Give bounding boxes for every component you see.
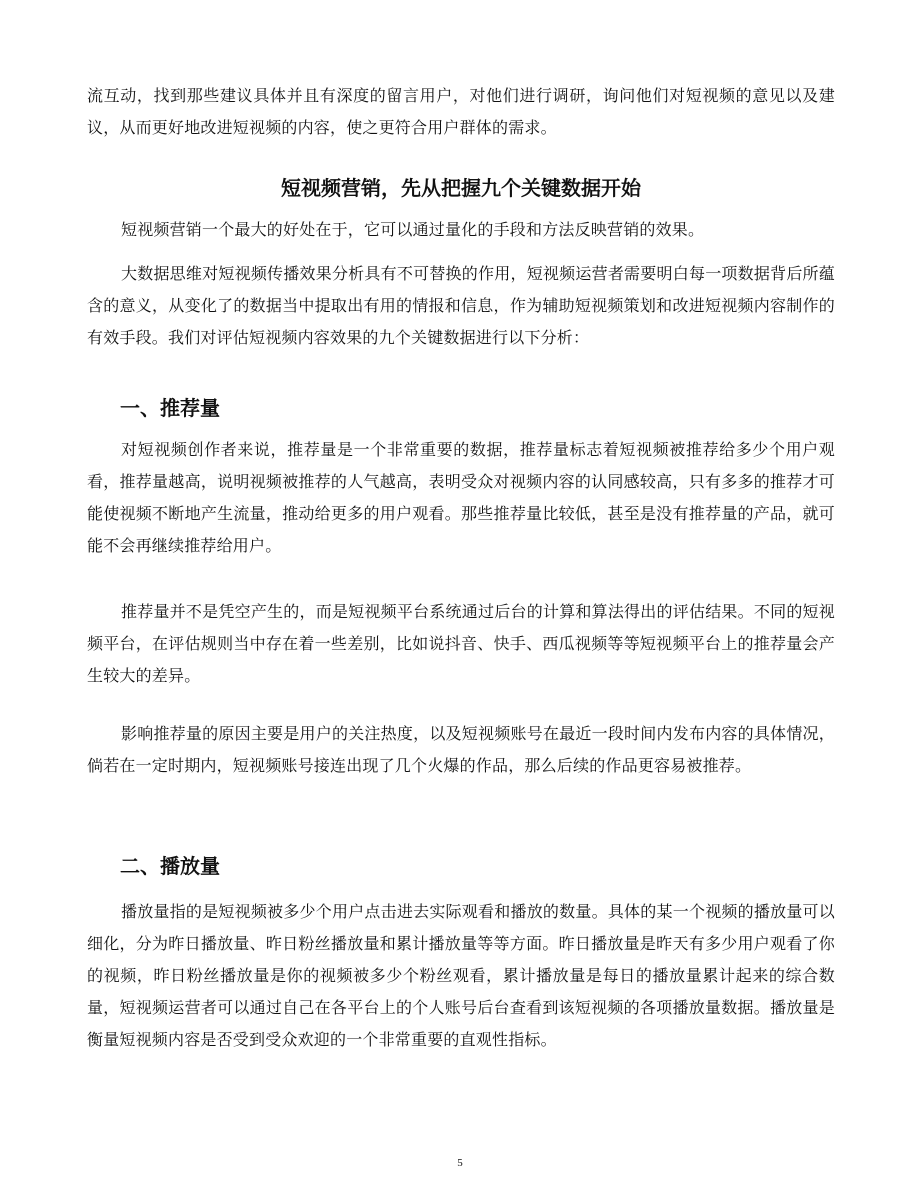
section-heading-recommendations: 一、推荐量 (120, 396, 220, 420)
page-number: 5 (457, 1157, 463, 1169)
paragraph-big-data: 大数据思维对短视频传播效果分析具有不可替换的作用，短视频运营者需要明白每一项数据背后所蕴含的意义，从变化了的数据当中提取出有用的情报和信息，作为辅助短视频策划和改进短视频内容制作的有效手段。我们对评估短视频内容效果的九个关键数据进行以下分析： (87, 264, 835, 347)
paragraph-intro: 短视频营销一个最大的好处在于，它可以通过量化的手段和方法反映营销的效果。 (121, 220, 705, 239)
article-title: 短视频营销，先从把握九个关键数据开始 (281, 176, 641, 200)
paragraph-recommendations-2: 推荐量并不是凭空产生的，而是短视频平台系统通过后台的计算和算法得出的评估结果。不同的短视频平台，在评估规则当中存在着一些差别，比如说抖音、快手、西瓜视频等等短视频平台上的推荐量会产生较大的差异。 (87, 602, 835, 685)
paragraph-recommendations-1: 对短视频创作者来说，推荐量是一个非常重要的数据，推荐量标志着短视频被推荐给多少个用户观看，推荐量越高，说明视频被推荐的人气越高，表明受众对视频内容的认同感较高，只有多多的推荐才可能使视频不断地产生流量，推动给更多的用户观看。那些推荐量比较低，甚至是没有推荐量的产品，就可能不会再继续推荐给用户。 (87, 440, 835, 555)
section-heading-plays: 二、播放量 (120, 854, 220, 878)
paragraph-continuation: 流互动，找到那些建议具体并且有深度的留言用户，对他们进行调研，询问他们对短视频的意见以及建议，从而更好地改进短视频的内容，使之更符合用户群体的需求。 (87, 86, 835, 137)
paragraph-plays: 播放量指的是短视频被多少个用户点击进去实际观看和播放的数量。具体的某一个视频的播放量可以细化，分为昨日播放量、昨日粉丝播放量和累计播放量等等方面。昨日播放量是昨天有多少用户观看了你的视频，昨日粉丝播放量是你的视频被多少个粉丝观看，累计播放量是每日的播放量累计起来的综合数量，短视频运营者可以通过自己在各平台上的个人账号后台查看到该短视频的各项播放量数据。播放量是衡量短视频内容是否受到受众欢迎的一个非常重要的直观性指标。 (87, 902, 835, 1049)
paragraph-recommendations-3: 影响推荐量的原因主要是用户的关注热度，以及短视频账号在最近一段时间内发布内容的具体情况，倘若在一定时期内，短视频账号接连出现了几个火爆的作品，那么后续的作品更容易被推荐。 (87, 724, 835, 775)
